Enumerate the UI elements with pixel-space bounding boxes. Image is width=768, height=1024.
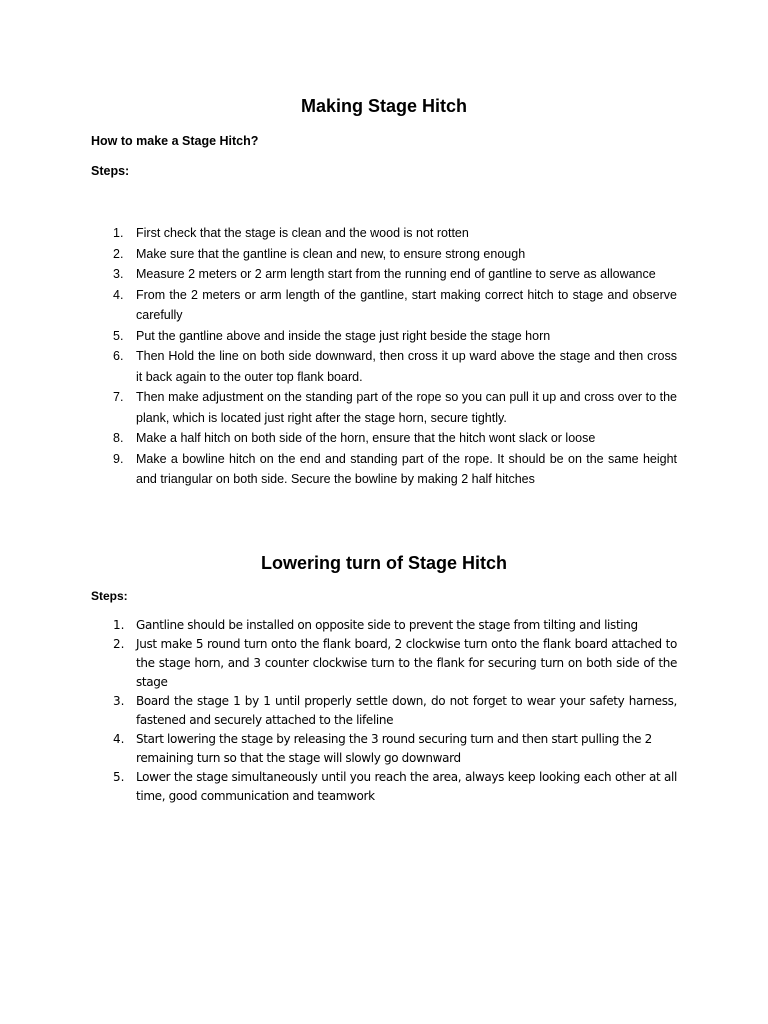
section-title: Lowering turn of Stage Hitch (261, 553, 507, 573)
list-item (91, 264, 677, 285)
list-item (91, 223, 677, 244)
item-text: From the 2 meters or arm length of the gantline, start making correct hitch to stage and observe carefully (136, 287, 677, 322)
list-item (91, 244, 677, 265)
item-number: 1. (113, 226, 124, 240)
list-item (91, 449, 677, 490)
item-number: 4. (113, 732, 125, 746)
item-text: Then Hold the line on both side downward, then cross it up ward above the stage and then cross it back again to the outer top flank board. (136, 349, 677, 384)
list-item (91, 428, 677, 449)
stage-hitch-steps-list (91, 223, 677, 490)
list-item (91, 346, 677, 387)
item-text: Board the stage 1 by 1 until properly settle down, do not forget to wear your safety harness, fastened and securely attached to the lifeline (136, 694, 677, 727)
item-text: Start lowering the stage by releasing the 3 round securing turn and then start pulling the 2 remaining turn so that the stage will slowly go downward (136, 732, 652, 765)
item-number: 3. (113, 694, 125, 708)
item-number: 2. (113, 637, 125, 651)
item-number: 5. (113, 770, 125, 784)
item-number: 3. (113, 267, 124, 281)
item-number: 6. (113, 349, 124, 363)
list-item (91, 692, 677, 730)
item-text: Make sure that the gantline is clean and new, to ensure strong enough (136, 246, 526, 261)
item-number: 2. (113, 246, 124, 261)
item-number: 8. (113, 431, 124, 445)
lowering-steps-list (91, 616, 677, 806)
steps-label: Steps: (91, 164, 130, 178)
item-text: Just make 5 round turn onto the flank board, 2 clockwise turn onto the flank board attached to the stage horn, and 3 counter clockwise turn to the flank for securing turn on both side of the stage (136, 637, 677, 689)
list-item (91, 768, 677, 806)
item-text: Put the gantline above and inside the stage just right beside the stage horn (136, 328, 551, 343)
page-title: Making Stage Hitch (300, 96, 468, 116)
item-number: 4. (113, 287, 124, 302)
list-item (91, 326, 677, 347)
item-text: First check that the stage is clean and the wood is not rotten (136, 226, 469, 240)
list-item (91, 635, 677, 692)
item-number: 7. (113, 390, 124, 404)
item-number: 9. (113, 451, 124, 466)
list-item (91, 730, 677, 768)
item-text: Measure 2 meters or 2 arm length start from the running end of gantline to serve as allowance (136, 267, 656, 281)
list-item (91, 387, 677, 428)
item-text: Gantline should be installed on opposite side to prevent the stage from tilting and listing (136, 618, 638, 632)
item-text: Make a bowline hitch on the end and standing part of the rope. It should be on the same height and triangular on both side. Secure the bowline by making 2 half hitches (136, 451, 677, 486)
steps-label: Steps: (91, 589, 128, 603)
item-text: Lower the stage simultaneously until you reach the area, always keep looking each other at all time, good communication and teamwork (136, 770, 677, 803)
item-number: 5. (113, 328, 124, 343)
item-text: Make a half hitch on both side of the horn, ensure that the hitch wont slack or loose (136, 431, 596, 445)
item-number: 1. (113, 618, 125, 632)
list-item (91, 285, 677, 326)
item-text: Then make adjustment on the standing part of the rope so you can pull it up and cross over to the plank, which is located just right after the stage horn, secure tightly. (136, 390, 677, 425)
list-item (91, 616, 677, 635)
question-heading: How to make a Stage Hitch? (91, 134, 259, 148)
